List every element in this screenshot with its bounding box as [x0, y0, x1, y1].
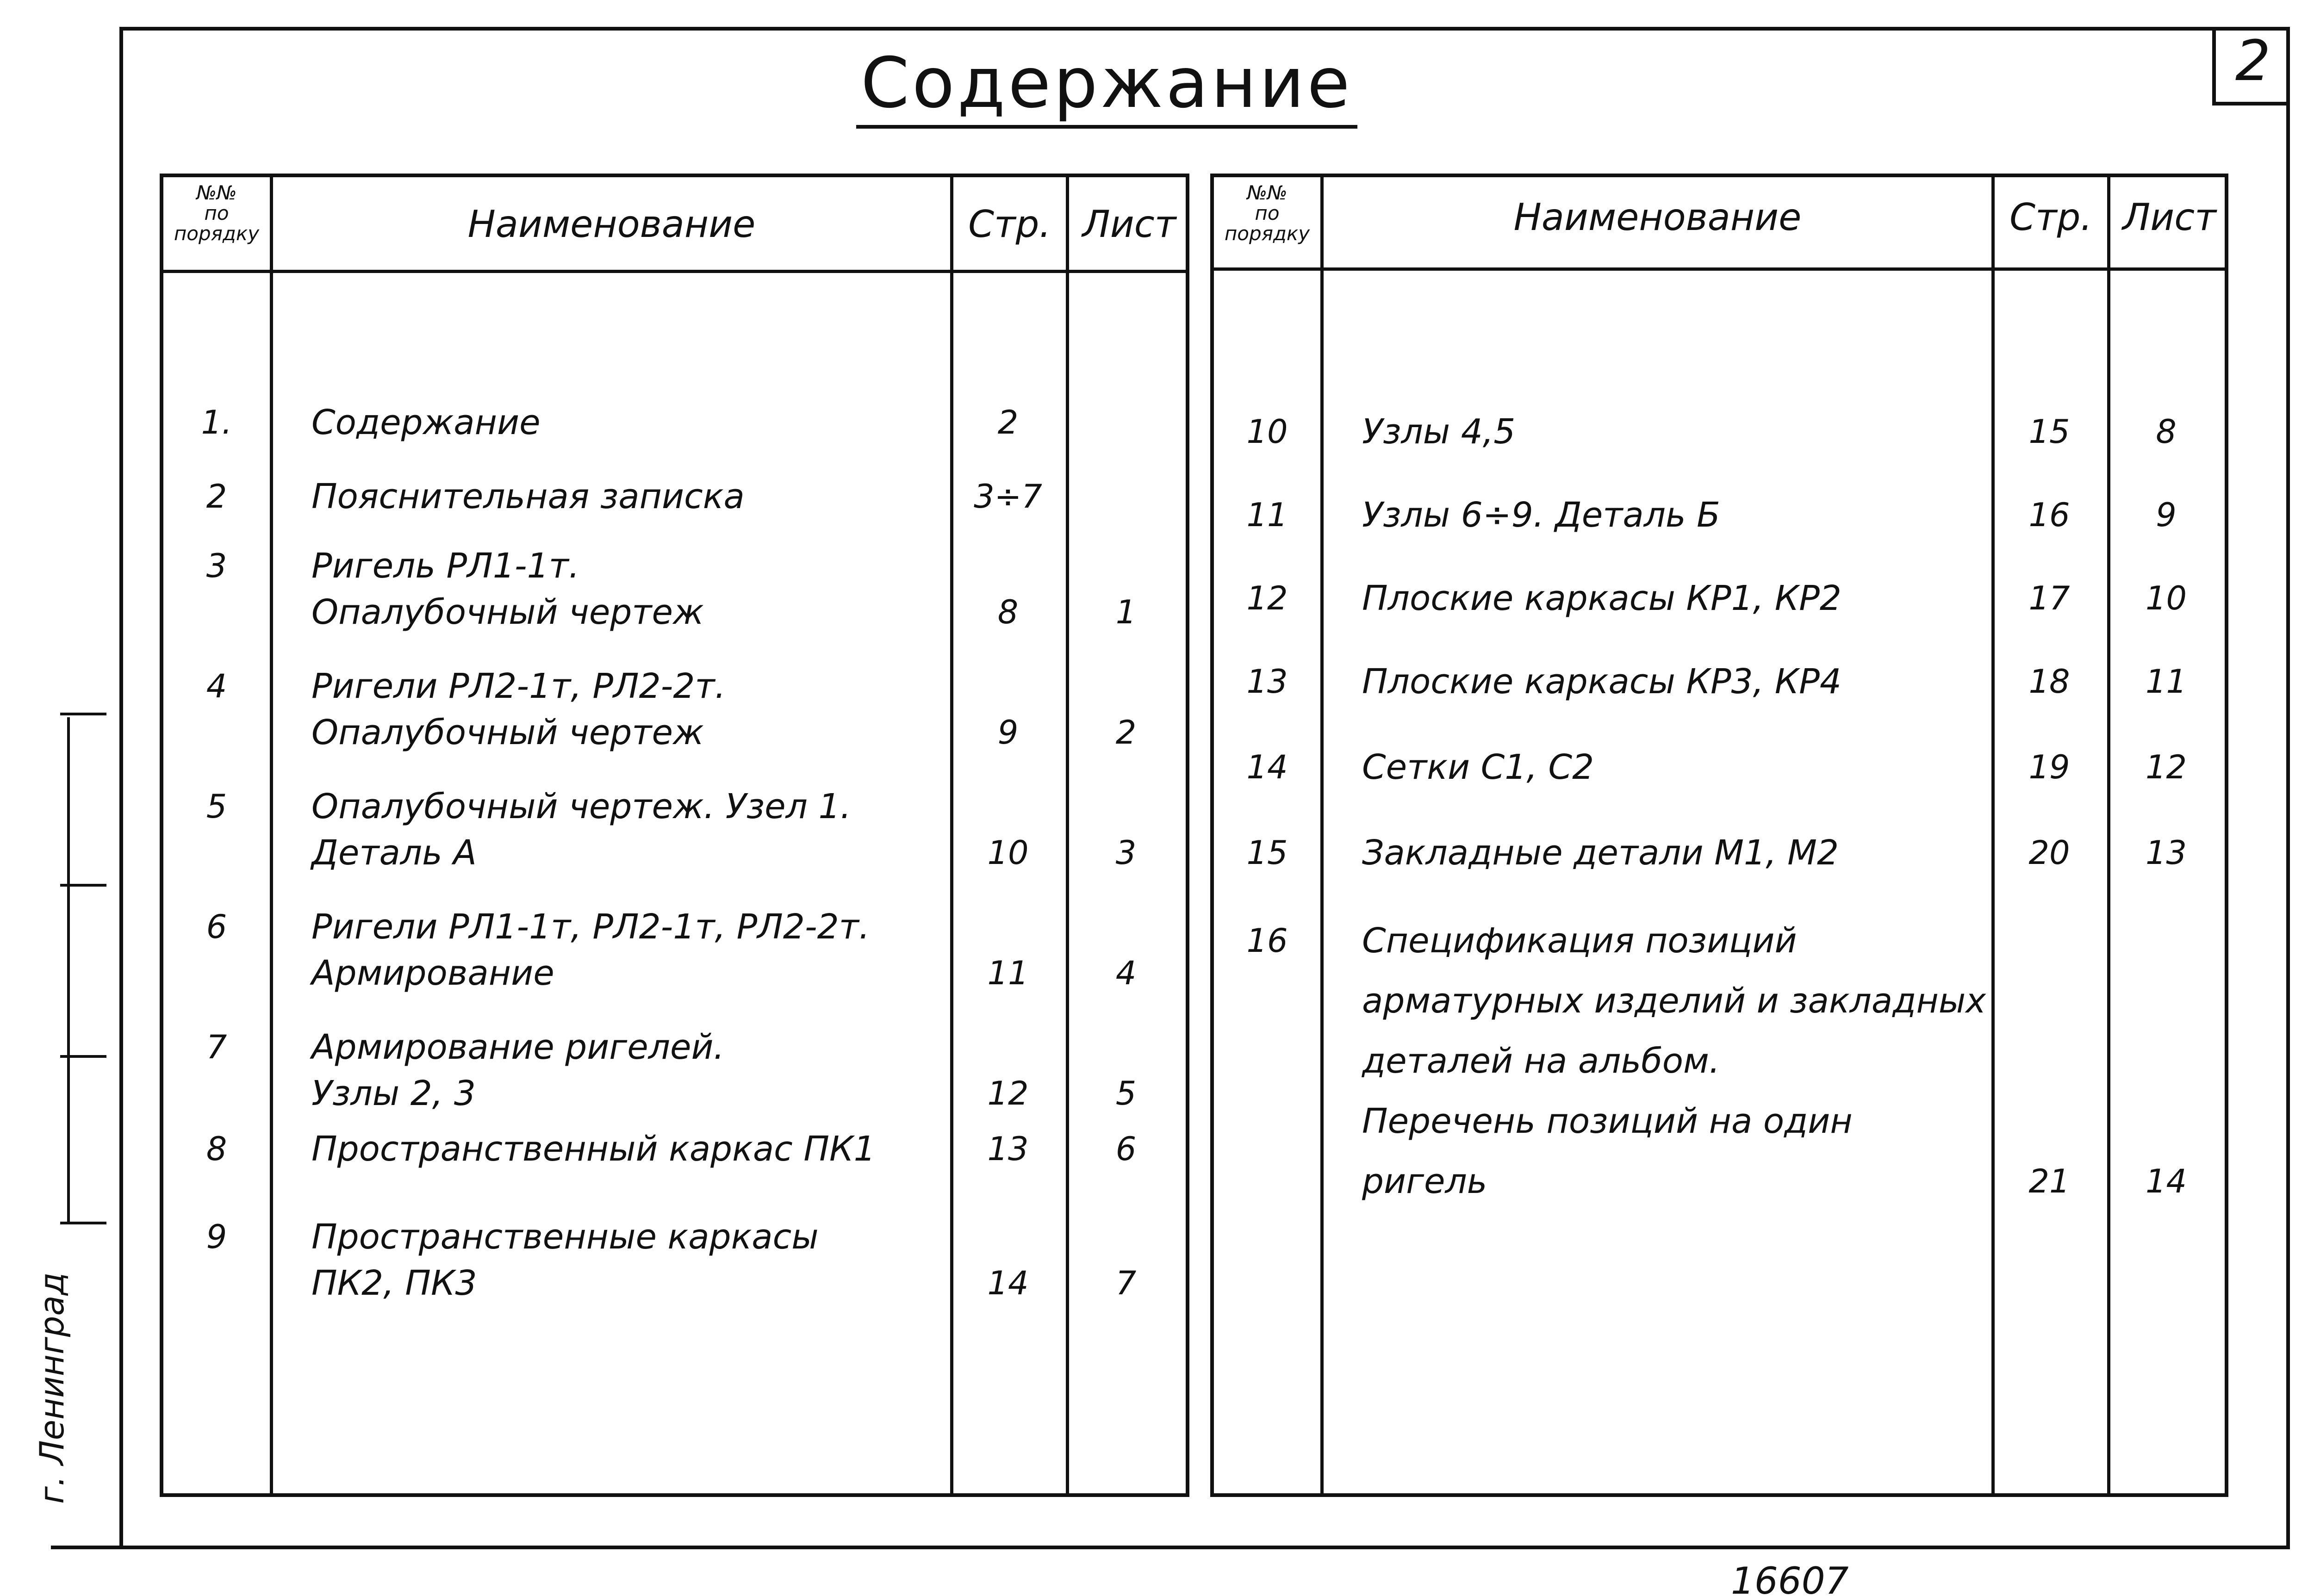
row-number: 13: [1246, 663, 1288, 701]
row-name-line: Перечень позиций на один: [1362, 1101, 1853, 1141]
row-sheet: 14: [2145, 1162, 2187, 1200]
header-name: Наименование: [1513, 196, 1802, 239]
row-page: 18: [2028, 663, 2070, 701]
header-page: Стр.: [968, 203, 1051, 246]
row-name-line: ригель: [1362, 1161, 1487, 1201]
row-sheet: 6: [1115, 1130, 1137, 1168]
row-page: 21: [2028, 1162, 2070, 1200]
sheet-number: 2: [2212, 27, 2290, 106]
row-name-line: Плоские каркасы КР3, КР4: [1362, 662, 1841, 702]
row-number: 10: [1246, 413, 1288, 451]
row-number: 2: [206, 478, 227, 515]
row-page: 3÷7: [974, 478, 1042, 515]
row-page: 20: [2028, 834, 2070, 872]
row-name-line: Деталь А: [311, 833, 477, 873]
row-name-line: Узлы 6÷9. Деталь Б: [1362, 495, 1720, 535]
row-sheet: 5: [1115, 1074, 1137, 1112]
row-name-line: Спецификация позиций: [1362, 921, 1797, 961]
header-name: Наименование: [467, 203, 756, 246]
row-name-line: Узлы 4,5: [1362, 412, 1516, 452]
row-number: 11: [1246, 496, 1288, 534]
row-sheet: 8: [2156, 413, 2177, 451]
row-sheet: 12: [2145, 748, 2187, 786]
row-page: 9: [997, 714, 1019, 751]
contents-table-right: [1210, 174, 2228, 1497]
margin-stamp-lines: [60, 713, 106, 1249]
row-page: 15: [2028, 413, 2070, 451]
row-name-line: арматурных изделий и закладных: [1362, 981, 1986, 1021]
row-name-line: Плоские каркасы КР1, КР2: [1362, 578, 1841, 618]
row-number: 7: [206, 1028, 227, 1066]
row-number: 5: [206, 788, 227, 826]
row-page: 10: [987, 834, 1029, 872]
row-page: 12: [987, 1074, 1029, 1112]
row-sheet: 9: [2156, 496, 2177, 534]
row-page: 11: [987, 954, 1029, 992]
row-page: 16: [2028, 496, 2070, 534]
city-label: г. Ленинград: [32, 1272, 71, 1504]
row-name-line: Содержание: [311, 403, 541, 442]
row-name-line: Опалубочный чертеж. Узел 1.: [311, 787, 852, 826]
row-number: 12: [1246, 579, 1288, 617]
row-sheet: 4: [1115, 954, 1137, 992]
row-sheet: 10: [2145, 579, 2187, 617]
row-number: 3: [206, 547, 227, 585]
row-number: 8: [206, 1130, 227, 1168]
row-sheet: 1: [1115, 593, 1137, 631]
header-sheet: Лист: [1082, 203, 1176, 246]
row-number: 15: [1246, 834, 1288, 872]
row-name-line: ПК2, ПК3: [311, 1263, 477, 1303]
row-number: 1.: [201, 404, 232, 441]
header-sheet: Лист: [2122, 196, 2216, 239]
row-sheet: 11: [2145, 663, 2187, 701]
header-number: №№ по порядку: [174, 181, 260, 245]
contents-table-left: [160, 174, 1189, 1497]
row-name-line: Ригели РЛ1-1т, РЛ2-1т, РЛ2-2т.: [311, 907, 870, 947]
row-name-line: Ригель РЛ1-1т.: [311, 546, 580, 586]
row-number: 4: [206, 667, 227, 705]
row-name-line: Сетки С1, С2: [1362, 747, 1594, 787]
row-page: 14: [987, 1264, 1029, 1302]
row-number: 16: [1246, 922, 1288, 960]
row-page: 2: [997, 404, 1019, 441]
header-number: №№ по порядку: [1224, 181, 1310, 245]
row-page: 13: [987, 1130, 1029, 1168]
row-sheet: 3: [1115, 834, 1137, 872]
frame-bottom-line: [51, 1546, 2290, 1549]
row-name-line: Опалубочный чертеж: [311, 713, 704, 752]
row-sheet: 7: [1115, 1264, 1137, 1302]
row-name-line: Пространственные каркасы: [311, 1217, 819, 1257]
row-page: 8: [997, 593, 1019, 631]
row-sheet: 13: [2145, 834, 2187, 872]
row-name-line: Армирование ригелей.: [311, 1027, 725, 1067]
row-page: 17: [2028, 579, 2070, 617]
row-name-line: Узлы 2, 3: [311, 1074, 476, 1113]
row-name-line: Армирование: [311, 953, 554, 993]
header-page: Стр.: [2009, 196, 2092, 239]
row-name-line: Пространственный каркас ПК1: [311, 1129, 876, 1169]
row-page: 19: [2028, 748, 2070, 786]
page-title: Содержание: [856, 42, 1357, 129]
row-name-line: Ригели РЛ2-1т, РЛ2-2т.: [311, 666, 726, 706]
row-name-line: деталей на альбом.: [1362, 1041, 1720, 1081]
row-number: 9: [206, 1218, 227, 1256]
row-name-line: Пояснительная записка: [311, 477, 745, 516]
row-number: 6: [206, 908, 227, 946]
row-name-line: Опалубочный чертеж: [311, 592, 704, 632]
row-number: 14: [1246, 748, 1288, 786]
row-sheet: 2: [1115, 714, 1137, 751]
document-number: 16607: [1731, 1559, 1849, 1596]
row-name-line: Закладные детали М1, М2: [1362, 833, 1839, 873]
